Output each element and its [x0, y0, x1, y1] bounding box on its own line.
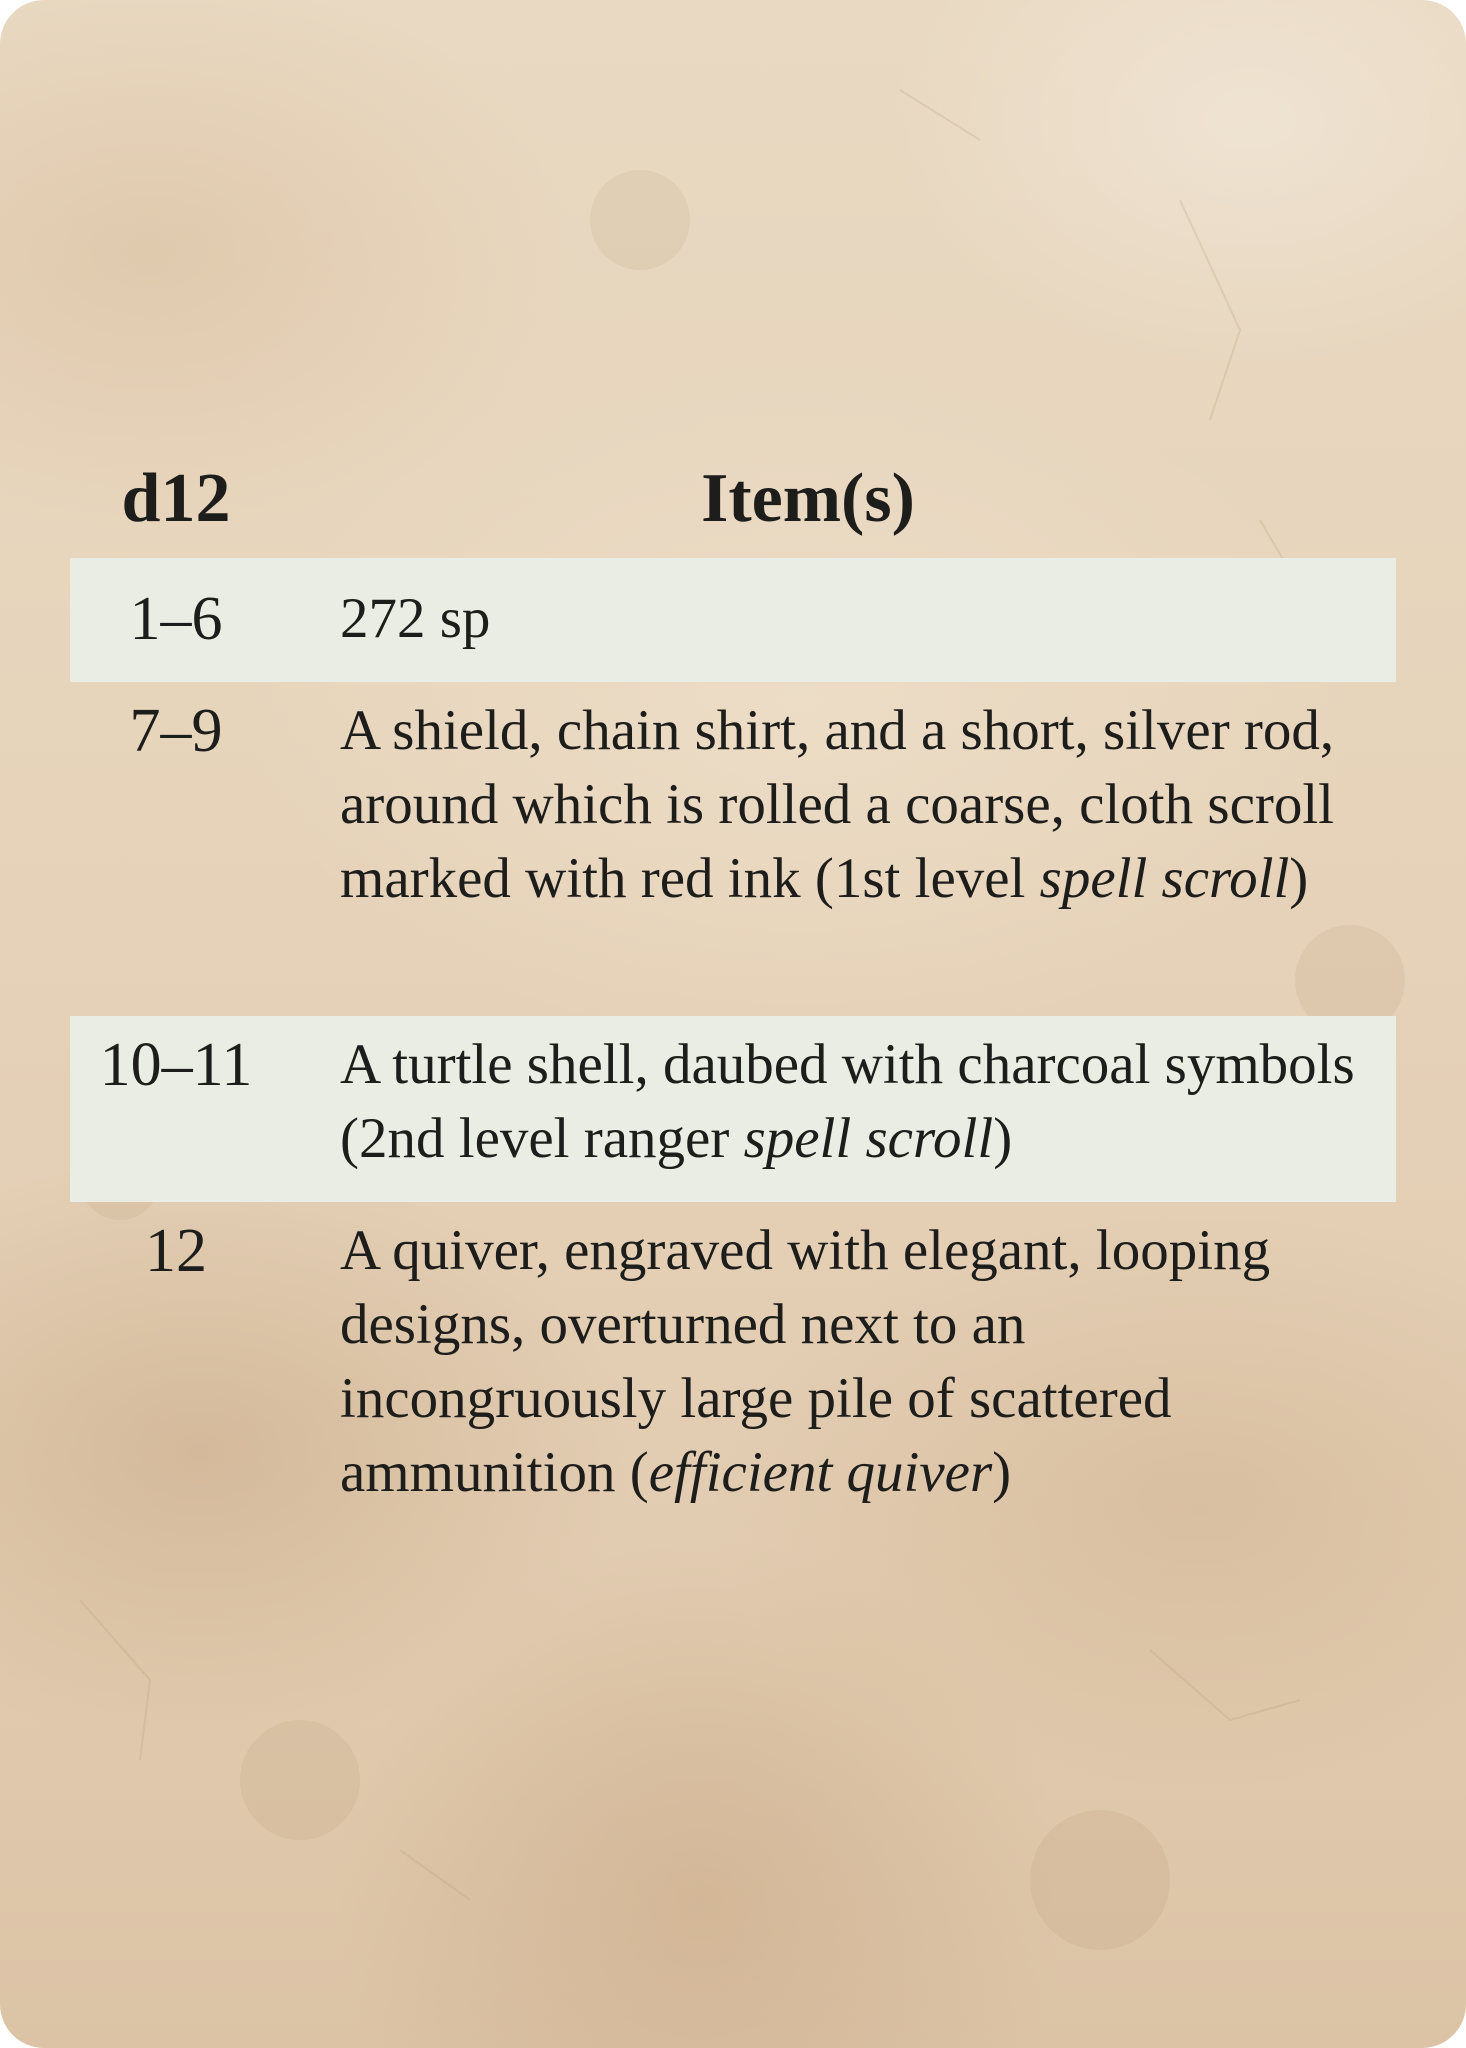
roll-range: 10–11	[99, 1031, 253, 1099]
header-items: Item(s)	[701, 460, 915, 537]
table-row	[70, 1016, 1396, 1202]
roll-range: 7–9	[129, 697, 223, 765]
table-row	[70, 1202, 1396, 1602]
header-roll: d12	[121, 460, 231, 537]
table-row	[70, 558, 1396, 682]
item-description: A shield, chain shirt, and a short, silver rod, around which is rolled a coarse, cloth scroll marked with red ink (1st level spell scroll)	[340, 699, 1335, 910]
item-description: A turtle shell, daubed with charcoal symbols (2nd level ranger spell scroll)	[340, 1033, 1355, 1170]
table-row	[70, 682, 1396, 1016]
item-name-italic: spell scroll	[743, 1107, 994, 1170]
loot-table	[70, 440, 1396, 1602]
item-description: 272 sp	[340, 587, 491, 650]
item-name-italic: efficient quiver	[648, 1441, 993, 1504]
table-header	[70, 440, 1396, 558]
roll-range: 12	[145, 1217, 207, 1285]
item-name-italic: spell scroll	[1039, 847, 1290, 910]
item-description: A quiver, engraved with elegant, looping designs, overturned next to an incongruously large pile of scattered ammunition (efficient quiver)	[340, 1219, 1271, 1504]
roll-range: 1–6	[129, 585, 223, 653]
